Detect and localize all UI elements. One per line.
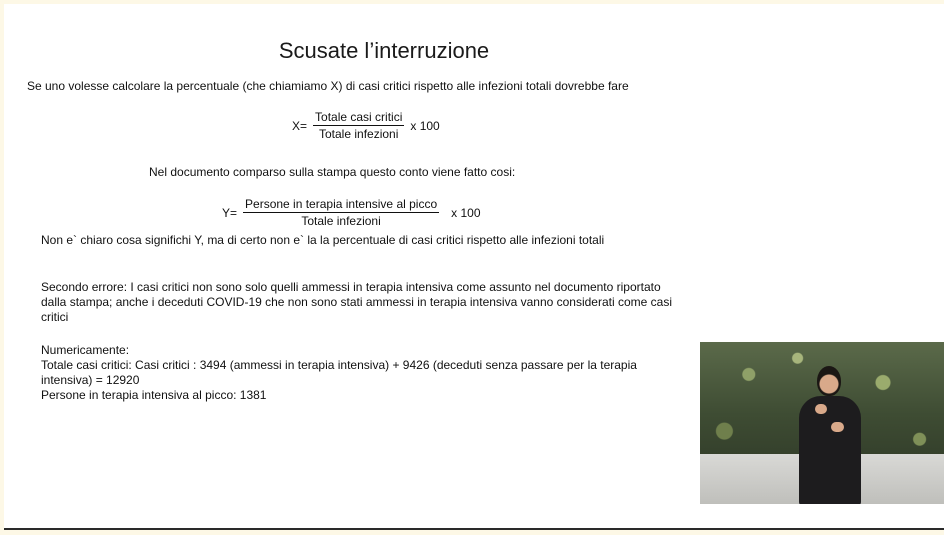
- formula-x-multiplier: x 100: [410, 118, 440, 133]
- numerically-line-1: Totale casi critici: Casi critici : 3494 (ammessi in terapia intensiva) + 9426 (deceduti senza passare per la terapia intensiva) = 12920: [41, 358, 637, 387]
- interpreter-figure: [795, 366, 865, 504]
- interpreter-body: [799, 396, 861, 504]
- interpreter-hand-right: [831, 422, 844, 432]
- formula-y-fraction: [243, 197, 439, 228]
- sign-language-video: [700, 342, 944, 504]
- formula-x: [292, 110, 440, 141]
- formula-x-fraction: [313, 110, 404, 141]
- interpreter-hand-left: [815, 404, 827, 414]
- formula-y-denominator: Totale infezioni: [301, 214, 381, 228]
- document-text: Nel documento comparso sulla stampa questo conto viene fatto cosi:: [149, 165, 516, 179]
- numerically-block: [41, 343, 681, 403]
- formula-x-denominator: Totale infezioni: [319, 127, 399, 141]
- paragraph-y-meaning: Non e` chiaro cosa significhi Y, ma di certo non e` la la percentuale di casi critici rispetto alle infezioni totali: [41, 233, 605, 247]
- paragraph-second-error: Secondo errore: I casi critici non sono solo quelli ammessi in terapia intensiva come assunto nel documento riportato dalla stampa; anche i deceduti COVID-19 che non sono stati ammessi in terapia intensiva vanno considerati come casi critici: [41, 280, 673, 324]
- formula-y-multiplier: x 100: [451, 205, 481, 220]
- formula-y-lhs: Y=: [222, 205, 238, 220]
- numerically-line-2: Persone in terapia intensiva al picco: 1381: [41, 388, 267, 402]
- slide-title: Scusate l’interruzione: [278, 38, 490, 63]
- intro-text: Se uno volesse calcolare la percentuale (che chiamiamo X) di casi critici rispetto alle infezioni totali dovrebbe fare: [27, 79, 629, 93]
- interpreter-head: [817, 366, 841, 396]
- numerically-heading: Numericamente:: [41, 343, 130, 357]
- formula-y: [222, 197, 481, 228]
- formula-x-lhs: X=: [292, 118, 308, 133]
- formula-x-numerator: Totale casi critici: [315, 110, 403, 124]
- formula-y-numerator: Persone in terapia intensive al picco: [245, 197, 438, 211]
